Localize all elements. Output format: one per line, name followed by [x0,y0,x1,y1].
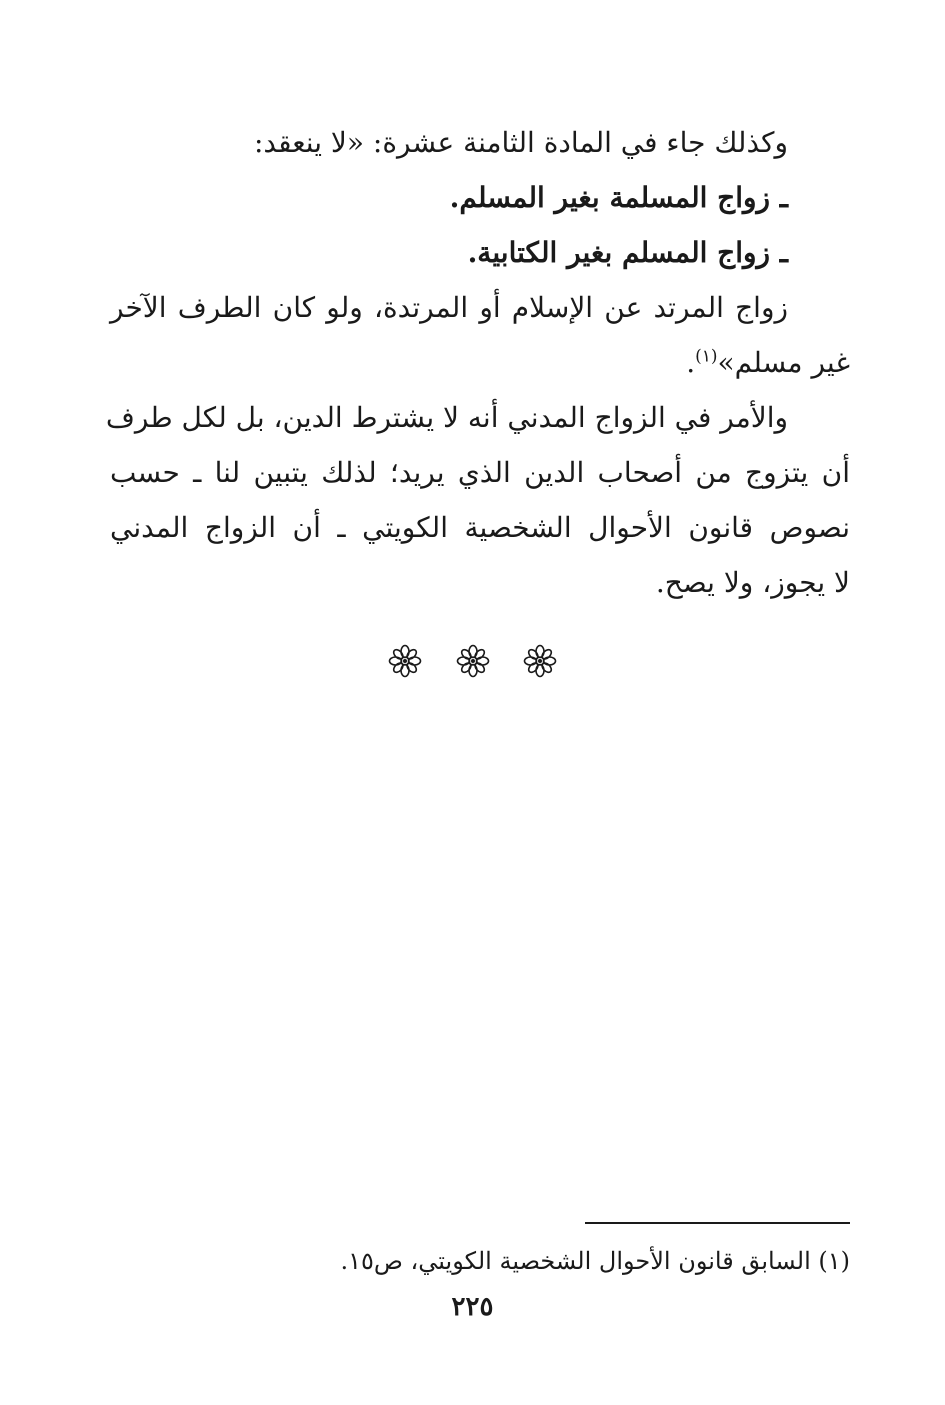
flower-ornament-icon [388,644,422,678]
section-divider [0,644,945,682]
footnote-separator [585,1222,850,1224]
paragraph-2-line-1: والأمر في الزواج المدني أنه لا يشترط الدين، بل لكل طرف [105,401,788,434]
bullet-item-2: ـ زواج المسلم بغير الكتابية. [467,236,788,269]
footnote: (١) السابق قانون الأحوال الشخصية الكويتي، ص١٥. [340,1247,850,1275]
paragraph-1-end-punctuation: . [686,346,696,379]
paragraph-1-line-2 [110,335,850,390]
page-number: ٢٢٥ [451,1292,494,1322]
paragraph-2-line-3: نصوص قانون الأحوال الشخصية الكويتي ـ أن الزواج المدني [110,511,850,544]
paragraph-1-line-1: زواج المرتد عن الإسلام أو المرتدة، ولو كان الطرف الآخر [110,291,788,324]
flower-ornament-icon [456,644,490,678]
main-text [105,115,850,610]
flower-ornament-icon [523,644,557,678]
footnote-reference: (١) [695,346,718,367]
paragraph-2-line-2: أن يتزوج من أصحاب الدين الذي يريد؛ لذلك يتبين لنا ـ حسب [110,456,850,489]
paragraph-1-line-2-text: غير مسلم» [717,346,850,379]
intro-line: وكذلك جاء في المادة الثامنة عشرة: «لا ينعقد: [253,126,788,159]
paragraph-2-line-4: لا يجوز، ولا يصح. [655,566,850,599]
bullet-item-1: ـ زواج المسلمة بغير المسلم. [449,181,788,214]
